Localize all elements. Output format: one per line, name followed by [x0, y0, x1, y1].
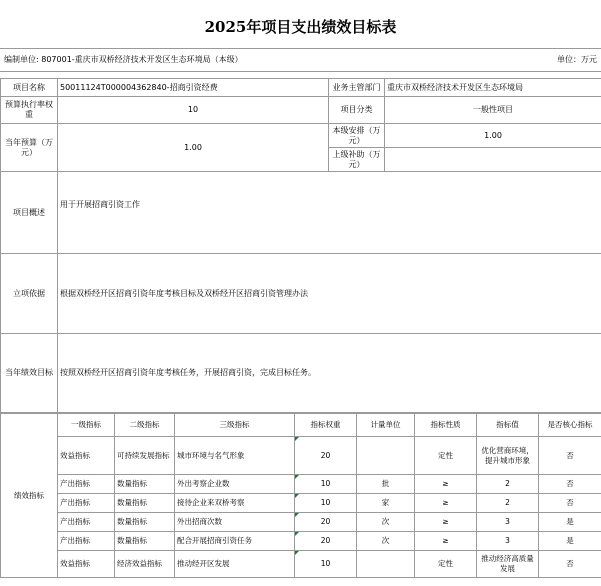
indicator-l2: 数量指标: [115, 513, 175, 532]
basis-label: 立项依据: [1, 254, 58, 334]
indicator-value: 3: [477, 513, 539, 532]
indicator-value: 2: [477, 475, 539, 494]
indicator-nature: ≥: [415, 532, 477, 551]
goal-label: 当年绩效目标: [1, 334, 58, 413]
goal-row: [1, 334, 601, 413]
indicator-weight: 10: [295, 475, 357, 494]
indicator-core: 否: [539, 475, 601, 494]
col-header-unit: 计量单位: [357, 414, 415, 437]
indicator-nature: ≥: [415, 475, 477, 494]
indicator-header-row: [1, 414, 601, 437]
project-name-value: 50011124T000004362840-招商引资经费: [58, 79, 329, 97]
indicator-l1: 产出指标: [58, 532, 115, 551]
indicator-l3: 推动经开区发展: [175, 551, 295, 578]
divider: [0, 48, 601, 49]
indicator-value: 优化营商环境，提升城市形象: [477, 437, 539, 475]
indicator-weight: 20: [295, 437, 357, 475]
divider: [0, 71, 601, 72]
exec-rate-label: 预算执行率权重: [1, 97, 58, 124]
overview-row: [1, 172, 601, 254]
indicator-weight: 20: [295, 513, 357, 532]
unit-label: 编制单位:: [4, 55, 39, 64]
indicator-l1: 效益指标: [58, 437, 115, 475]
indicator-core: 是: [539, 532, 601, 551]
indicator-unit: [357, 437, 415, 475]
table-row: [1, 437, 601, 475]
dept-label: 业务主管部门: [329, 79, 385, 97]
indicator-value: 2: [477, 494, 539, 513]
col-header-core: 是否核心指标: [539, 414, 601, 437]
indicator-l3: 外出招商次数: [175, 513, 295, 532]
indicator-core: 否: [539, 437, 601, 475]
own-arrange-label: 本级安排（万元）: [329, 124, 385, 148]
indicator-l2: 数量指标: [115, 532, 175, 551]
table-row: [1, 494, 601, 513]
indicator-l2: 可持续发展指标: [115, 437, 175, 475]
budget-label: 当年预算（万元）: [1, 124, 58, 172]
table-row: [1, 532, 601, 551]
indicator-nature: 定性: [415, 437, 477, 475]
col-header-nature: 指标性质: [415, 414, 477, 437]
indicator-nature: ≥: [415, 513, 477, 532]
goal-value: 按照双桥经开区招商引资年度考核任务，开展招商引资，完成目标任务。: [58, 334, 601, 413]
indicator-core: 否: [539, 551, 601, 578]
col-header-l3: 三级指标: [175, 414, 295, 437]
basis-value: 根据双桥经开区招商引资年度考核目标及双桥经开区招商引资管理办法: [58, 254, 601, 334]
indicator-l1: 产出指标: [58, 475, 115, 494]
col-header-weight: 指标权重: [295, 414, 357, 437]
indicator-weight: 10: [295, 494, 357, 513]
col-header-l2: 二级指标: [115, 414, 175, 437]
indicator-unit: 次: [357, 513, 415, 532]
indicator-nature: ≥: [415, 494, 477, 513]
indicator-unit: 批: [357, 475, 415, 494]
indicator-weight: 20: [295, 532, 357, 551]
indicator-value: 推动经济高质量发展: [477, 551, 539, 578]
unit-value: 807001-重庆市双桥经济技术开发区生态环境局（本级）: [41, 55, 243, 64]
indicator-l3: 城市环境与名气形象: [175, 437, 295, 475]
own-arrange-value: 1.00: [385, 124, 601, 148]
indicator-nature: 定性: [415, 551, 477, 578]
overview-value: 用于开展招商引资工作: [58, 172, 601, 254]
indicator-core: 否: [539, 494, 601, 513]
dept-value: 重庆市双桥经济技术开发区生态环境局: [385, 79, 601, 97]
table-row: [1, 551, 601, 578]
main-table: [0, 78, 601, 413]
indicator-core: 是: [539, 513, 601, 532]
project-name-row: [1, 79, 601, 97]
indicator-label: 绩效指标: [1, 414, 58, 578]
indicator-unit: [357, 551, 415, 578]
table-row: [1, 475, 601, 494]
indicator-l3: 配合开展招商引资任务: [175, 532, 295, 551]
overview-label: 项目概述: [1, 172, 58, 254]
indicator-weight: 10: [295, 551, 357, 578]
category-value: 一般性项目: [385, 97, 601, 124]
table-row: [1, 513, 601, 532]
indicator-unit: 次: [357, 532, 415, 551]
exec-rate-row: [1, 97, 601, 124]
indicator-l2: 数量指标: [115, 475, 175, 494]
indicator-value: 3: [477, 532, 539, 551]
basis-row: [1, 254, 601, 334]
own-arrange-row: [1, 124, 601, 148]
upper-subsidy-label: 上级补助（万元）: [329, 148, 385, 172]
indicator-l3: 外出考察企业数: [175, 475, 295, 494]
page-title: 2025年项目支出绩效目标表: [204, 18, 397, 36]
unit-line: [4, 53, 243, 67]
indicator-l2: 数量指标: [115, 494, 175, 513]
indicator-l3: 接待企业来双桥考察: [175, 494, 295, 513]
currency-label: 单位：万元: [557, 55, 597, 64]
indicator-unit: 家: [357, 494, 415, 513]
project-name-label: 项目名称: [1, 79, 58, 97]
budget-value: 1.00: [58, 124, 329, 172]
category-label: 项目分类: [329, 97, 385, 124]
col-header-l1: 一级指标: [58, 414, 115, 437]
col-header-value: 指标值: [477, 414, 539, 437]
upper-subsidy-value: [385, 148, 601, 172]
indicator-table: [0, 413, 601, 578]
indicator-l2: 经济效益指标: [115, 551, 175, 578]
indicator-l1: 产出指标: [58, 494, 115, 513]
indicator-l1: 产出指标: [58, 513, 115, 532]
indicator-l1: 效益指标: [58, 551, 115, 578]
exec-rate-value: 10: [58, 97, 329, 124]
